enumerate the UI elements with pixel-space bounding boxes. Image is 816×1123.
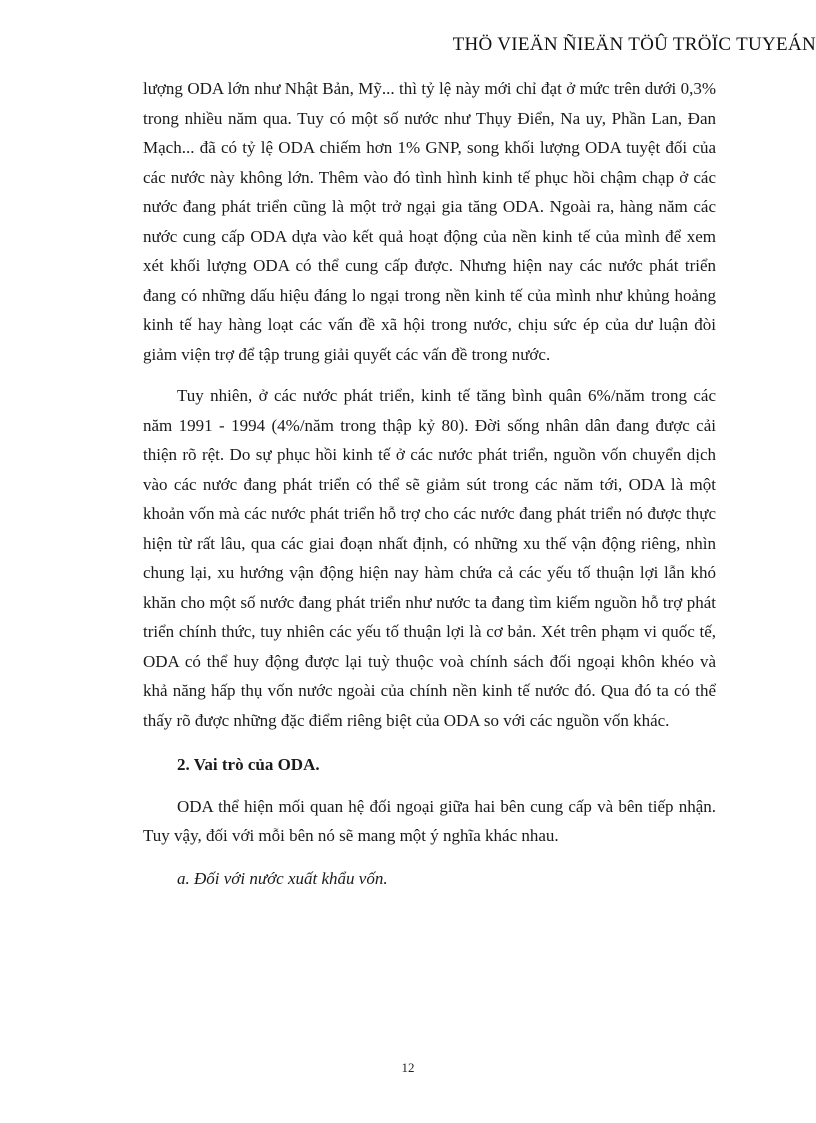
section-heading-oda-role: 2. Vai trò của ODA. [177,755,320,774]
document-body [143,74,716,893]
page-number: 12 [401,1060,415,1075]
page-header-title: THÖ VIEÄN ÑIEÄN TÖÛ TRÖÏC TUYEÁN [452,34,816,55]
paragraph-oda-relations: ODA thể hiện mối quan hệ đối ngoại giữa hai bên cung cấp và bên tiếp nhận. Tuy vậy, đối với mỗi bên nó sẽ mang một ý nghĩa khác nhau. [143,796,716,845]
paragraph-oda-volume: lượng ODA lớn như Nhật Bản, Mỹ... thì tỷ lệ này mới chỉ đạt ở mức trên dưới 0,3% trong nhiều năm qua. Tuy có một số nước như Thụy Điển, Na uy, Phần Lan, Đan Mạch... đã có tỷ lệ ODA chiếm hơn 1% GNP, song khối lượng ODA tuyệt đối của các nước này không lớn. Thêm vào đó tình hình kinh tế phục hồi chậm chạp ở các nước đang phát triển cũng là một trở ngại gia tăng ODA. Ngoài ra, hàng năm các nước cung cấp ODA dựa vào kết quả hoạt động của nền kinh tế của mình để xem xét khối lượng ODA có thể cung cấp được. Nhưng hiện nay các nước phát triển đang có những dấu hiệu đáng lo ngại trong nền kinh tế của mình như khủng hoảng kinh tế hay hàng loạt các vấn đề xã hội trong nước, chịu sức ép của dư luận đòi giảm viện trợ để tập trung giải quyết các vấn đề trong nước. [143,79,716,364]
subheading-capital-exporter: a. Đối với nước xuất khẩu vốn. [177,868,388,888]
paragraph-oda-trends: Tuy nhiên, ở các nước phát triển, kinh tế tăng bình quân 6%/năm trong các năm 1991 - 1994 (4%/năm trong thập kỷ 80). Đời sống nhân dân đang được cải thiện rõ rệt. Do sự phục hồi kinh tế ở các nước phát triển, nguồn vốn chuyển dịch vào các nước đang phát triển có thể sẽ giảm sút trong các năm tới, ODA là một khoản vốn mà các nước phát triển hỗ trợ cho các nước đang phát triển nó được thực hiện từ rất lâu, qua các giai đoạn nhất định, có những xu thế vận động riêng, nhìn chung lại, xu hướng vận động hiện nay hàm chứa cả các yếu tố thuận lợi lẫn khó khăn cho một số nước đang phát triển như nước ta đang tìm kiếm nguồn hỗ trợ phát triển chính thức, tuy nhiên các yếu tố thuận lợi là cơ bản. Xét trên phạm vi quốc tế, ODA có thể huy động được lại tuỳ thuộc voà chính sách đối ngoại khôn khéo và khả năng hấp thụ vốn nước ngoài của chính nền kinh tế nước đó. Qua đó ta có thể thấy rõ được những đặc điểm riêng biệt của ODA so với các nguồn vốn khác. [143,386,716,730]
